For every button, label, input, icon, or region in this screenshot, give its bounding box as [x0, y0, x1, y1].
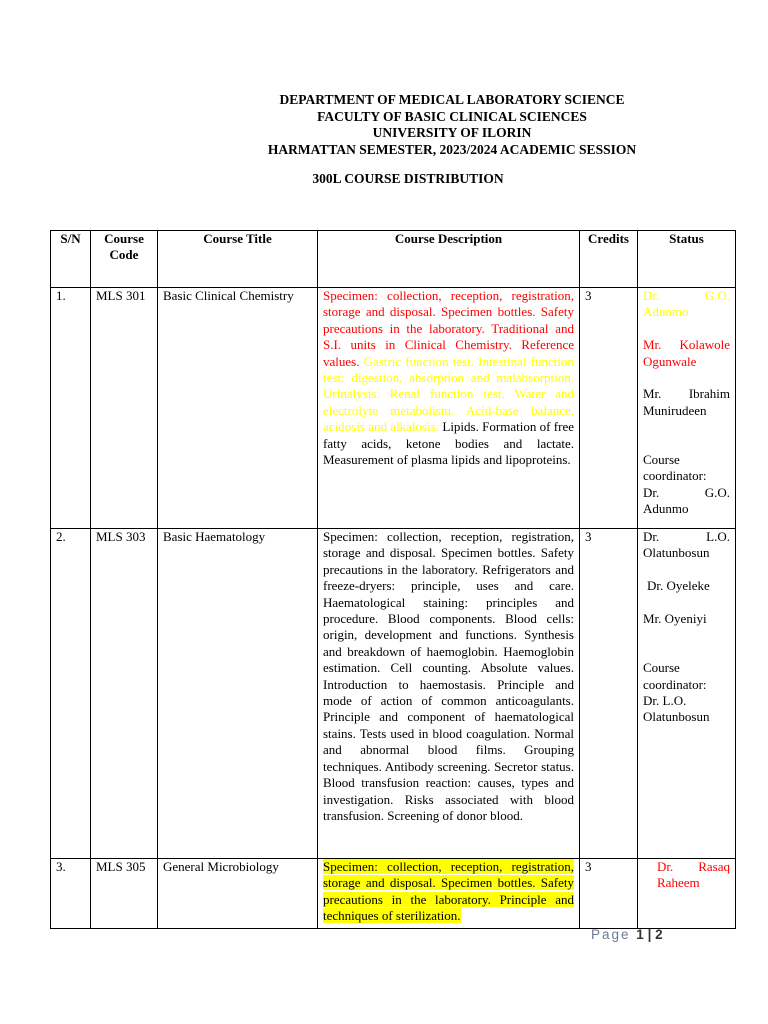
cell-credits: 3 — [580, 288, 638, 529]
cell-course-description: Specimen: collection, reception, registration, storage and disposal. Specimen bottles. Safety precautions in the laboratory. Refrigerators and freeze-dryers: principle, uses and care. Haematological staining: principles and procedure. Blood components. Blood cells: origin, development and functions. Synthesis and breakdown of haemoglobin. Haemoglobin estimation. Cell counting. Absolute values. Introduction to haemostasis. Principle and mode of action of common anticoagulants. Principle and component of haematological stains. Tests used in blood coagulation. Normal and abnormal blood films. Grouping techniques. Antibody screening. Secretor status. Blood transfusion reaction: causes, types and investigation. Risks associated with blood transfusion. Screening of donor blood. — [318, 529, 580, 859]
cell-credits: 3 — [580, 529, 638, 859]
lecturer-name: Mr. Oyeniyi — [643, 611, 707, 626]
page-number: Page 1 | 2 — [591, 927, 663, 942]
cell-sn: 2. — [51, 529, 91, 859]
cell-course-description — [318, 859, 580, 929]
page-word: Page — [591, 927, 631, 942]
page-title: 300L COURSE DISTRIBUTION — [312, 171, 504, 186]
header-course-description: Course Description — [318, 231, 580, 288]
cell-credits: 3 — [580, 859, 638, 929]
cell-status — [638, 288, 736, 529]
desc-highlighted-text: Specimen: collection, reception, registration, storage and disposal. Specimen bottles. Safety precautions in the laboratory. Principle and techniques of sterilization. — [323, 859, 574, 924]
cell-course-description — [318, 288, 580, 529]
faculty-name: FACULTY OF BASIC CLINICAL SCIENCES — [317, 108, 587, 124]
coordinator-name: Dr. L.O. Olatunbosun — [643, 693, 710, 725]
header-course-title: Course Title — [158, 231, 318, 288]
cell-course-code: MLS 305 — [91, 859, 158, 929]
lecturer-name: Mr. Ibrahim Munirudeen — [643, 386, 730, 418]
department-name: DEPARTMENT OF MEDICAL LABORATORY SCIENCE — [279, 92, 625, 107]
table-row — [51, 288, 736, 529]
coordinator-label: Course coordinator: — [643, 452, 707, 484]
cell-course-title: Basic Clinical Chemistry — [158, 288, 318, 529]
cell-sn: 3. — [51, 859, 91, 929]
table-row — [51, 859, 736, 929]
cell-status — [638, 859, 736, 929]
lecturer-name: Dr. G.O. Adunmo — [643, 288, 730, 320]
cell-course-code: MLS 303 — [91, 529, 158, 859]
desc-black-text: Lipids. Formation of free fatty acids, ketone bodies and lactate. Measurement of plasma lipids and lipoproteins. — [323, 419, 575, 468]
lecturer-name: Dr. Oyeleke — [647, 578, 710, 594]
header-status: Status — [638, 231, 736, 288]
cell-course-title: General Microbiology — [158, 859, 318, 929]
page-total: 2 — [655, 927, 663, 942]
semester-session: HARMATTAN SEMESTER, 2023/2024 ACADEMIC SESSION — [267, 141, 637, 157]
table-row — [51, 529, 736, 859]
header-credits: Credits — [580, 231, 638, 288]
document-header — [0, 92, 768, 158]
cell-status — [638, 529, 736, 859]
page-current: 1 — [636, 927, 644, 942]
cell-course-title: Basic Haematology — [158, 529, 318, 859]
cell-course-code: MLS 301 — [91, 288, 158, 529]
desc-red-text: Specimen: collection, reception, registration, storage and disposal. Specimen bottles. Safety precautions in the laboratory. Traditional and S.I. units in Clinical Chemistry. Reference values. — [323, 288, 574, 369]
lecturer-name: Dr. L.O. Olatunbosun — [643, 529, 730, 561]
coordinator-name: Dr. G.O. Adunmo — [643, 484, 730, 517]
cell-sn: 1. — [51, 288, 91, 529]
table-header-row — [51, 231, 736, 288]
coordinator-label: Course coordinator: — [643, 660, 707, 692]
course-table — [50, 230, 736, 929]
lecturer-name: Dr. Rasaq Raheem — [657, 859, 730, 891]
header-course-code: Course Code — [91, 231, 158, 288]
desc-yellow-text: Gastric function test. Intestinal function test: digestion, absorption and malabsorption. Urinalysis. Renal function test. Water and electrolyte metabolism. Acid-base balance, acidosis and alkalosis. — [323, 353, 574, 435]
lecturer-name: Mr. Kolawole Ogunwale — [643, 337, 730, 369]
university-name: UNIVERSITY OF ILORIN — [372, 125, 532, 140]
header-sn: S/N — [51, 231, 91, 288]
